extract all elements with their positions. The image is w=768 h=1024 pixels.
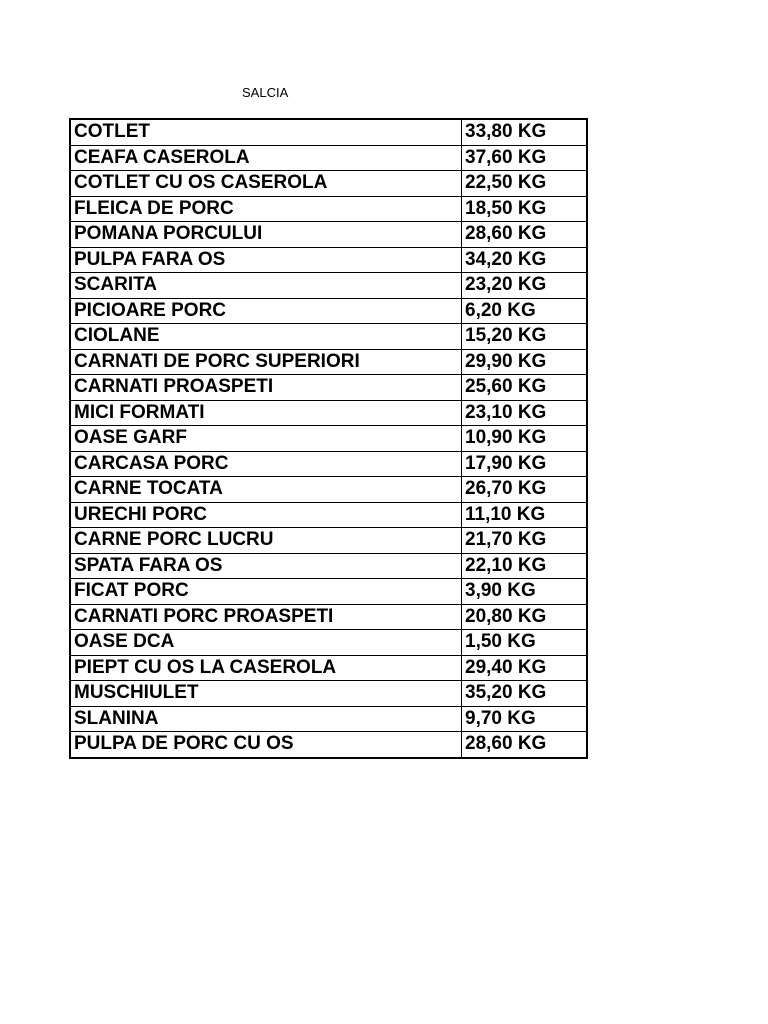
product-quantity-cell: 26,70 KG [462,477,588,503]
product-name-cell: CARNATI PORC PROASPETI [70,604,462,630]
product-quantity-cell: 25,60 KG [462,375,588,401]
product-name-cell: FICAT PORC [70,579,462,605]
product-quantity-cell: 11,10 KG [462,502,588,528]
product-quantity-cell: 37,60 KG [462,145,588,171]
product-name-cell: OASE DCA [70,630,462,656]
product-quantity-cell: 15,20 KG [462,324,588,350]
table-row [70,400,587,426]
table-row [70,171,587,197]
table-row [70,426,587,452]
table-row [70,247,587,273]
product-quantity-cell: 20,80 KG [462,604,588,630]
product-quantity-cell: 18,50 KG [462,196,588,222]
table-row [70,375,587,401]
table-row [70,196,587,222]
product-quantity-cell: 10,90 KG [462,426,588,452]
product-name-cell: PICIOARE PORC [70,298,462,324]
table-row [70,655,587,681]
table-row [70,119,587,145]
table-row [70,477,587,503]
table-row [70,528,587,554]
product-quantity-cell: 23,10 KG [462,400,588,426]
product-table [69,118,588,759]
table-row [70,502,587,528]
product-name-cell: COTLET CU OS CASEROLA [70,171,462,197]
product-quantity-cell: 21,70 KG [462,528,588,554]
product-name-cell: SCARITA [70,273,462,299]
table-row [70,681,587,707]
product-name-cell: CARCASA PORC [70,451,462,477]
table-row [70,553,587,579]
product-quantity-cell: 33,80 KG [462,119,588,145]
table-row [70,630,587,656]
product-quantity-cell: 29,90 KG [462,349,588,375]
table-row [70,349,587,375]
table-row [70,732,587,758]
product-quantity-cell: 22,10 KG [462,553,588,579]
product-name-cell: PULPA FARA OS [70,247,462,273]
product-quantity-cell: 28,60 KG [462,222,588,248]
table-row [70,324,587,350]
product-quantity-cell: 35,20 KG [462,681,588,707]
product-name-cell: CARNATI DE PORC SUPERIORI [70,349,462,375]
table-row [70,604,587,630]
product-name-cell: PIEPT CU OS LA CASEROLA [70,655,462,681]
product-quantity-cell: 6,20 KG [462,298,588,324]
product-quantity-cell: 23,20 KG [462,273,588,299]
product-quantity-cell: 17,90 KG [462,451,588,477]
product-name-cell: OASE GARF [70,426,462,452]
product-quantity-cell: 29,40 KG [462,655,588,681]
table-row [70,579,587,605]
table-row [70,298,587,324]
product-quantity-cell: 1,50 KG [462,630,588,656]
product-name-cell: MUSCHIULET [70,681,462,707]
product-name-cell: CEAFA CASEROLA [70,145,462,171]
product-quantity-cell: 9,70 KG [462,706,588,732]
table-row [70,145,587,171]
product-quantity-cell: 22,50 KG [462,171,588,197]
product-quantity-cell: 3,90 KG [462,579,588,605]
product-quantity-cell: 34,20 KG [462,247,588,273]
table-row [70,273,587,299]
product-name-cell: PULPA DE PORC CU OS [70,732,462,758]
table-row [70,451,587,477]
product-name-cell: MICI FORMATI [70,400,462,426]
product-name-cell: CARNE PORC LUCRU [70,528,462,554]
product-name-cell: CIOLANE [70,324,462,350]
table-row [70,222,587,248]
product-name-cell: CARNE TOCATA [70,477,462,503]
product-name-cell: COTLET [70,119,462,145]
product-name-cell: FLEICA DE PORC [70,196,462,222]
product-name-cell: URECHI PORC [70,502,462,528]
product-name-cell: SPATA FARA OS [70,553,462,579]
product-name-cell: SLANINA [70,706,462,732]
product-name-cell: CARNATI PROASPETI [70,375,462,401]
product-name-cell: POMANA PORCULUI [70,222,462,248]
table-row [70,706,587,732]
product-quantity-cell: 28,60 KG [462,732,588,758]
table-body [70,119,587,758]
page-title: SALCIA [242,85,289,100]
